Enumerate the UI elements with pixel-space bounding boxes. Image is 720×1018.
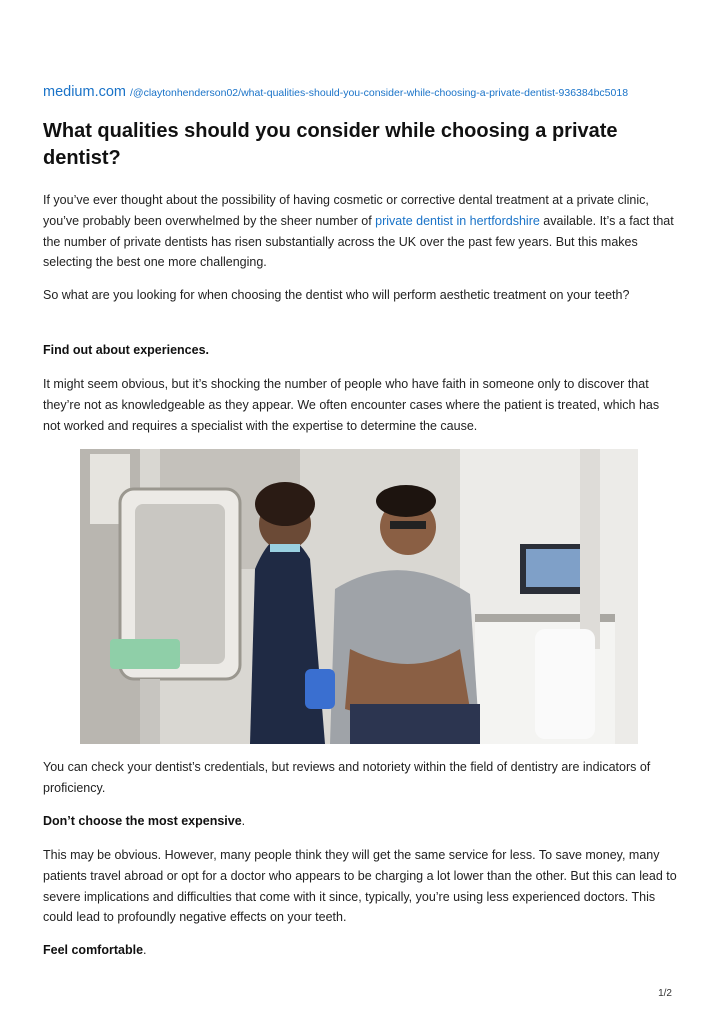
- source-domain-link[interactable]: medium.com: [43, 84, 126, 100]
- page-number: 1/2: [658, 988, 672, 999]
- paragraph-intro: [43, 190, 679, 273]
- paragraph-expensive: This may be obvious. However, many people think they will get the same service for less. To save money, many patients travel abroad or opt for a doctor who appears to be charging a lot lower than the other. But this can lead to severe implications and difficulties that come with it since, typically, you’re using less experienced doctors. This could lead to profoundly negative effects on your teeth.: [43, 848, 677, 925]
- paragraph-question: So what are you looking for when choosing the dentist who will perform aesthetic treatment on your teeth?: [43, 288, 630, 302]
- paragraph-credentials: You can check your dentist’s credentials, but reviews and notoriety within the field of dentistry are indicators of proficiency.: [43, 760, 651, 795]
- article-title: What qualities should you consider while choosing a private dentist?: [43, 120, 618, 169]
- dental-clinic-photo: [80, 449, 638, 744]
- heading-experiences: [43, 340, 679, 361]
- paragraph-experiences: It might seem obvious, but it’s shocking the number of people who have faith in someone only to discover that they’re not as knowledgeable as they appear. We often encounter cases where the patient is treated, which has not worked and requires a specialist with the expertise to determine the cause.: [43, 377, 660, 433]
- heading-expensive: [43, 811, 679, 832]
- private-dentist-link[interactable]: private dentist in hertfordshire: [375, 213, 540, 228]
- heading-comfortable-text: Feel comfortable: [43, 943, 144, 957]
- source-line: [43, 83, 628, 101]
- source-path-link[interactable]: /@claytonhenderson02/what-qualities-should-you-consider-while-choosing-a-private-dentist-936384bc5018: [130, 87, 629, 99]
- intro-text-before: If you’ve ever thought about the possibility of having cosmetic or corrective dental treatment at a private clinic, you’ve probably been overwhelmed by the sheer number of: [43, 193, 649, 228]
- heading-comfortable: [43, 940, 679, 961]
- heading-expensive-text: Don’t choose the most expensive: [43, 814, 242, 828]
- heading-experiences-text: Find out about experiences.: [43, 343, 209, 357]
- intro-text-after: available. It’s a fact that the number of private dentists has risen substantially across the UK over the past few years. But this makes selecting the best one more challenging.: [43, 213, 674, 270]
- heading-comfortable-punct: .: [143, 943, 147, 957]
- heading-expensive-punct: .: [241, 814, 246, 828]
